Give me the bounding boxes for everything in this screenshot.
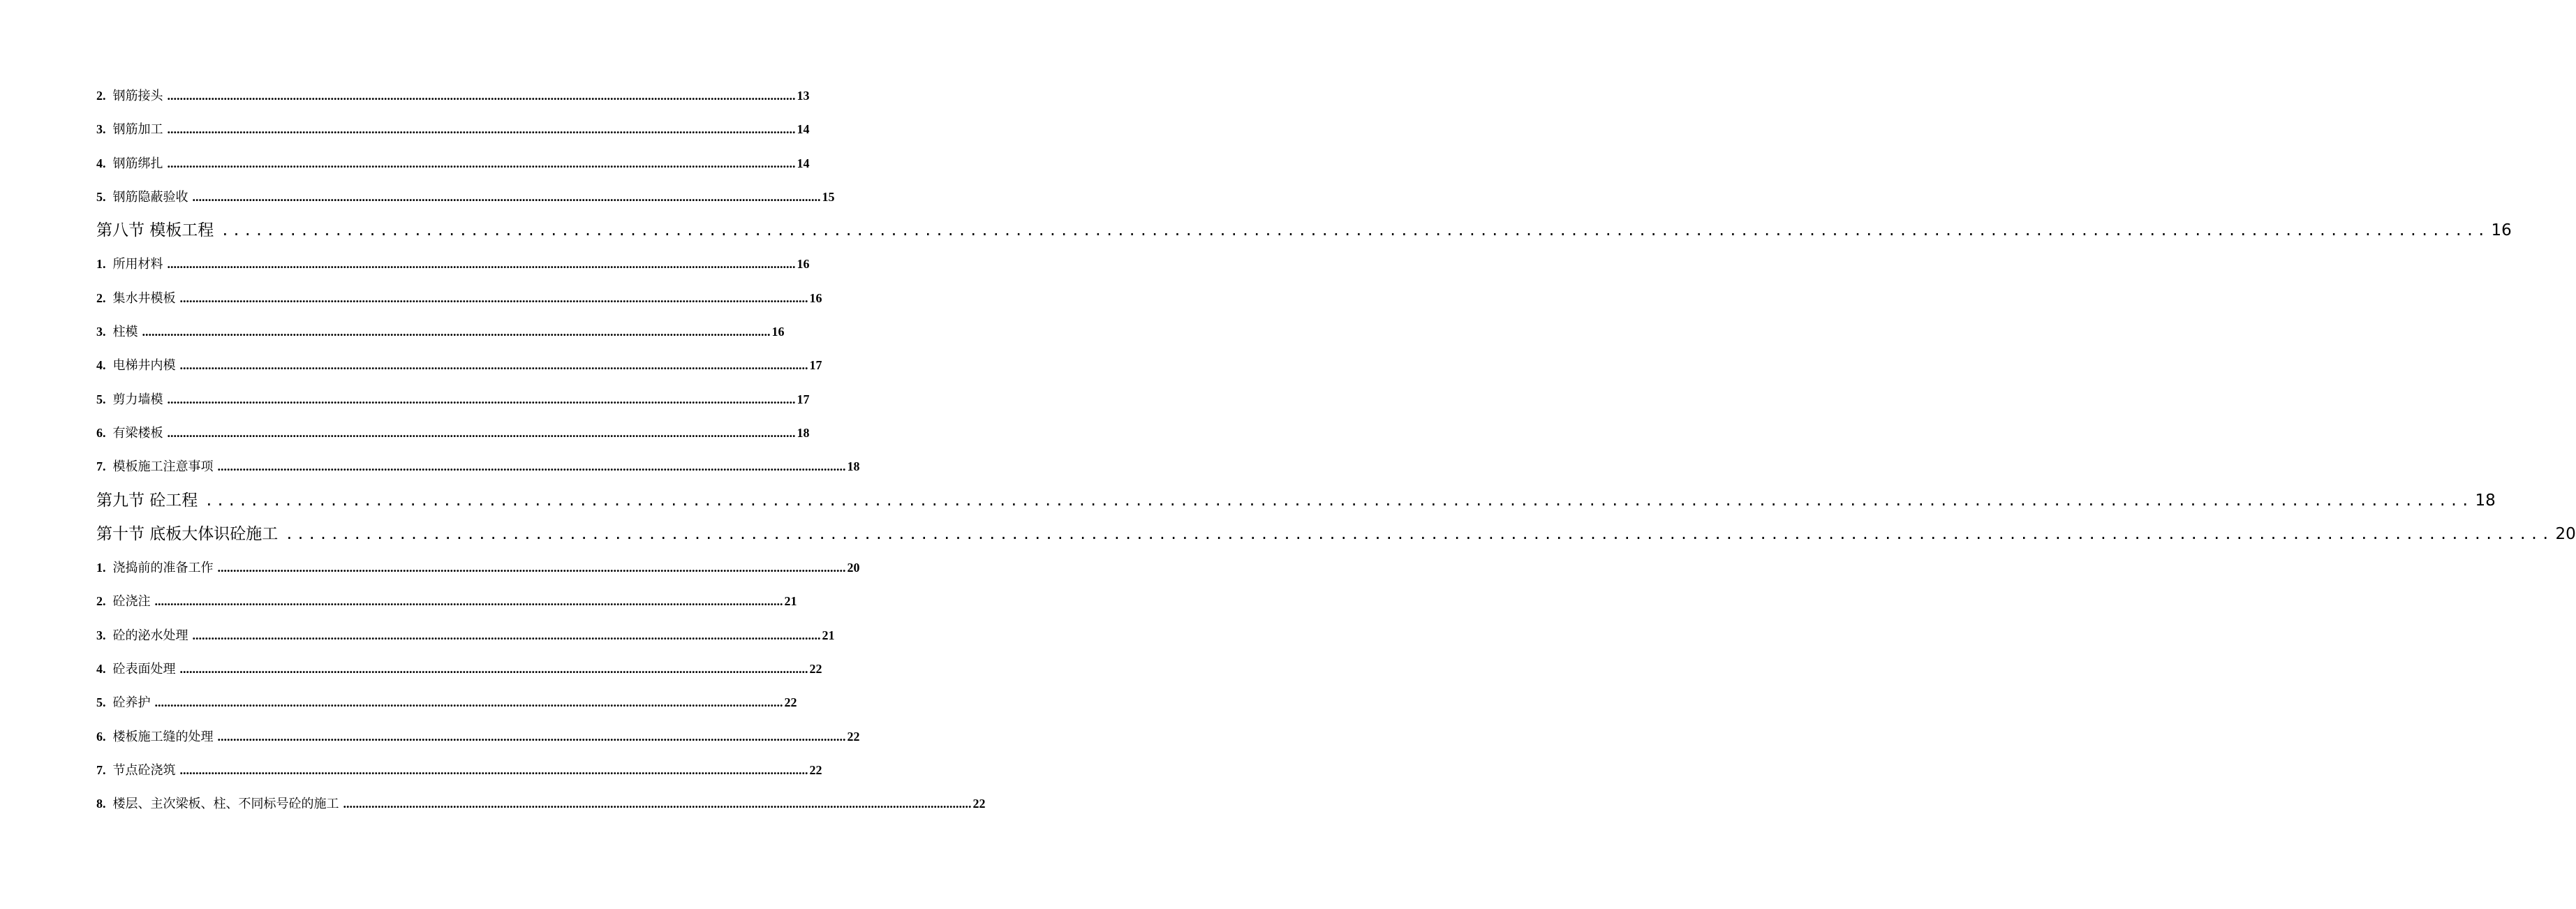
toc-dot-leader: ........................................................................................................................................................................................................ — [179, 762, 808, 777]
toc-dot-leader: ........................................................................................................................................................................................................ — [154, 594, 783, 609]
toc-dot-leader: ........................................................................................................................................................................................................ — [285, 525, 2553, 542]
toc-page-number: 22 — [809, 662, 822, 677]
toc-page-number: 16 — [2491, 221, 2512, 240]
toc-entry-number: 5. — [96, 189, 106, 204]
toc-subsection-entry[interactable] — [96, 383, 810, 416]
toc-dot-leader: ........................................................................................................................................................................................................ — [217, 459, 846, 474]
toc-subsection-entry[interactable] — [96, 652, 822, 686]
toc-subsection-entry[interactable] — [96, 551, 860, 584]
toc-dot-leader: ........................................................................................................................................................................................................ — [167, 425, 796, 440]
toc-dot-leader: ........................................................................................................................................................................................................ — [167, 392, 796, 406]
toc-entry-number: 2. — [96, 89, 106, 103]
toc-entry-title: 柱模 — [112, 325, 138, 340]
toc-page-number: 21 — [822, 628, 835, 642]
toc-entry-number: 1. — [96, 257, 106, 272]
toc-dot-leader: ........................................................................................................................................................................................................ — [167, 257, 796, 272]
toc-entry-title: 楼板施工缝的处理 — [112, 729, 214, 744]
toc-page-number: 13 — [797, 89, 810, 103]
toc-page-number: 14 — [797, 122, 810, 137]
toc-subsection-entry[interactable] — [96, 180, 835, 214]
toc-dot-leader: ........................................................................................................................................................................................................ — [221, 222, 2489, 239]
toc-page-number: 17 — [809, 358, 822, 373]
toc-entry-number: 1. — [96, 561, 106, 575]
toc-page-number: 22 — [847, 729, 860, 744]
toc-dot-leader: ........................................................................................................................................................................................................ — [179, 358, 808, 373]
toc-entry-number: 3. — [96, 325, 106, 339]
toc-entry-title: 模板施工注意事项 — [112, 459, 214, 475]
toc-subsection-entry[interactable] — [96, 281, 822, 315]
toc-entry-title: 钢筋加工 — [112, 122, 163, 138]
toc-entry-title: 砼养护 — [112, 695, 151, 711]
toc-entry-title: 钢筋隐蔽验收 — [112, 189, 188, 205]
toc-entry-number: 4. — [96, 358, 106, 373]
toc-subsection-entry[interactable] — [96, 247, 810, 281]
toc-entry-number: 6. — [96, 729, 106, 744]
toc-dot-leader: ........................................................................................................................................................................................................ — [167, 156, 796, 170]
toc-page-number: 17 — [797, 392, 810, 406]
toc-dot-leader: ........................................................................................................................................................................................................ — [205, 492, 2473, 509]
toc-subsection-entry[interactable] — [96, 315, 785, 348]
toc-entry-number: 5. — [96, 392, 106, 406]
toc-entry-title: 第九节 砼工程 — [96, 491, 198, 510]
toc-dot-leader: ........................................................................................................................................................................................................ — [142, 325, 771, 339]
toc-page-number: 16 — [771, 325, 785, 339]
toc-page-number: 22 — [784, 695, 797, 710]
toc-entry-title: 第十节 底板大体识砼施工 — [96, 524, 279, 543]
toc-subsection-entry[interactable] — [96, 112, 810, 146]
toc-page-number: 14 — [797, 156, 810, 170]
toc-entry-title: 浇捣前的准备工作 — [112, 561, 214, 576]
toc-subsection-entry[interactable] — [96, 720, 860, 753]
toc-entry-title: 钢筋绑扎 — [112, 156, 163, 171]
toc-dot-leader: ........................................................................................................................................................................................................ — [167, 89, 796, 103]
toc-page-number: 18 — [797, 425, 810, 440]
toc-subsection-entry[interactable] — [96, 686, 797, 719]
toc-entry-number: 7. — [96, 762, 106, 777]
toc-page-number: 20 — [2555, 524, 2576, 543]
toc-entry-title: 钢筋接头 — [112, 89, 163, 103]
toc-entry-title: 有梁楼板 — [112, 425, 163, 441]
toc-page-number: 21 — [784, 594, 797, 609]
toc-page-number: 22 — [972, 797, 986, 811]
toc-subsection-entry[interactable] — [96, 416, 810, 450]
toc-page-number: 15 — [822, 189, 835, 204]
toc-dot-leader: ........................................................................................................................................................................................................ — [343, 797, 972, 811]
toc-entry-number: 4. — [96, 662, 106, 677]
toc-entry-number: 4. — [96, 156, 106, 170]
toc-subsection-entry[interactable] — [96, 619, 835, 652]
toc-subsection-entry[interactable] — [96, 79, 810, 112]
toc-dot-leader: ........................................................................................................................................................................................................ — [217, 729, 846, 744]
toc-section-entry[interactable] — [96, 484, 2496, 517]
toc-entry-title: 楼层、主次梁板、柱、不同标号砼的施工 — [112, 797, 339, 812]
toc-entry-number: 3. — [96, 122, 106, 137]
toc-dot-leader: ........................................................................................................................................................................................................ — [192, 189, 821, 204]
toc-entry-title: 砼表面处理 — [112, 662, 176, 677]
toc-entry-title: 砼的泌水处理 — [112, 628, 188, 643]
toc-page-number: 22 — [809, 762, 822, 777]
toc-entry-number: 2. — [96, 594, 106, 609]
toc-entry-title: 所用材料 — [112, 257, 163, 272]
toc-page-number: 16 — [797, 257, 810, 272]
toc-dot-leader: ........................................................................................................................................................................................................ — [179, 290, 808, 305]
toc-dot-leader: ........................................................................................................................................................................................................ — [217, 561, 846, 575]
toc-subsection-entry[interactable] — [96, 787, 986, 820]
toc-page-number: 16 — [809, 290, 822, 305]
toc-dot-leader: ........................................................................................................................................................................................................ — [154, 695, 783, 710]
toc-dot-leader: ........................................................................................................................................................................................................ — [167, 122, 796, 137]
toc-dot-leader: ........................................................................................................................................................................................................ — [179, 662, 808, 677]
toc-subsection-entry[interactable] — [96, 753, 822, 787]
toc-section-entry[interactable] — [96, 517, 2576, 551]
toc-entry-title: 电梯井内模 — [112, 358, 176, 374]
toc-entry-number: 3. — [96, 628, 106, 642]
toc-entry-number: 7. — [96, 459, 106, 474]
toc-page-number: 18 — [2475, 491, 2496, 510]
toc-page-number: 20 — [847, 561, 860, 575]
toc-page-number: 18 — [847, 459, 860, 474]
toc-entry-number: 2. — [96, 290, 106, 305]
toc-entry-title: 第八节 模板工程 — [96, 221, 214, 240]
toc-subsection-entry[interactable] — [96, 147, 810, 180]
toc-dot-leader: ........................................................................................................................................................................................................ — [192, 628, 821, 642]
toc-entry-title: 节点砼浇筑 — [112, 762, 176, 778]
toc-entry-title: 剪力墙模 — [112, 392, 163, 407]
toc-subsection-entry[interactable] — [96, 348, 822, 382]
toc-entry-number: 6. — [96, 425, 106, 440]
toc-entry-number: 8. — [96, 797, 106, 811]
toc-subsection-entry[interactable] — [96, 450, 860, 483]
table-of-contents — [96, 79, 2576, 821]
toc-entry-title: 砼浇注 — [112, 594, 151, 609]
toc-subsection-entry[interactable] — [96, 584, 797, 618]
toc-entry-number: 5. — [96, 695, 106, 710]
toc-section-entry[interactable] — [96, 214, 2512, 247]
toc-entry-title: 集水井模板 — [112, 290, 176, 306]
